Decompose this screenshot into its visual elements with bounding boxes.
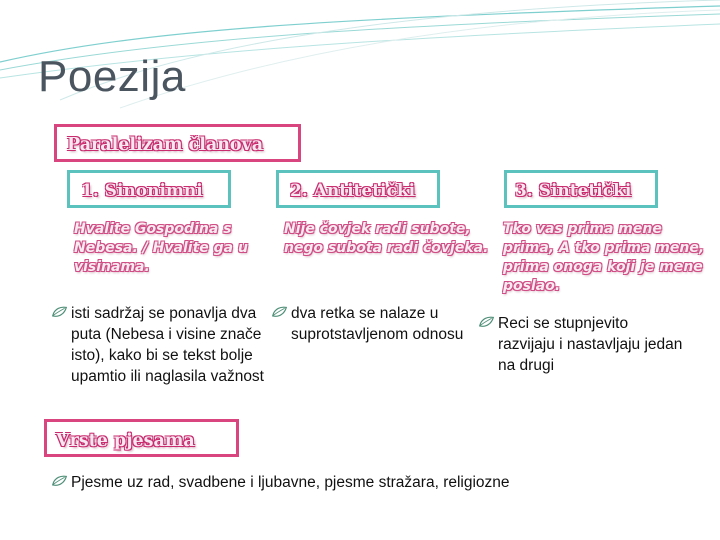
bullet-text-synonymous: isti sadržaj se ponavlja dva puta (Nebesa i visine znače isto), kako bi se tekst bolje upamtio ili naglasila važnost	[71, 305, 264, 385]
list-item	[51, 472, 671, 493]
section-heading-parallelism: Paralelizam članova	[67, 135, 264, 155]
leaf-bullet-icon	[271, 304, 288, 321]
list-item	[51, 303, 273, 387]
bullet-text-song-types: Pjesme uz rad, svadbene i ljubavne, pjesme stražara, religiozne	[71, 474, 510, 491]
column-heading-synthetic: 3. Sintetički	[515, 181, 632, 201]
page-title: Poezija	[38, 52, 186, 101]
example-quote-antithetic: Nije čovjek radi subote, nego subota radi čovjeka.	[284, 221, 489, 256]
leaf-bullet-icon	[51, 304, 68, 321]
section-heading-box-2	[44, 419, 239, 457]
section-heading-box	[54, 124, 301, 162]
leaf-bullet-icon	[51, 473, 68, 490]
leaf-bullet-icon	[478, 314, 495, 331]
column-heading-box-2	[276, 170, 440, 208]
column-heading-box-3	[504, 170, 658, 208]
list-item	[478, 313, 688, 376]
column-heading-box-1	[67, 170, 231, 208]
list-item	[271, 303, 471, 345]
column-heading-antithetic: 2. Antitetički	[290, 181, 416, 201]
example-quote-synonymous: Hvalite Gospodina s Nebesa. / Hvalite ga u visinama.	[74, 221, 248, 275]
example-quote-synthetic: Tko vas prima mene prima, A tko prima mene, prima onoga koji je mene poslao.	[503, 221, 705, 294]
bullet-text-antithetic: dva retka se nalaze u suprotstavljenom odnosu	[291, 305, 464, 343]
column-heading-synonymous: 1. Sinonimni	[81, 181, 203, 201]
section-heading-song-types: Vrste pjesama	[56, 431, 195, 451]
bullet-text-synthetic: Reci se stupnjevito razvijaju i nastavljaju jedan na drugi	[498, 315, 683, 374]
